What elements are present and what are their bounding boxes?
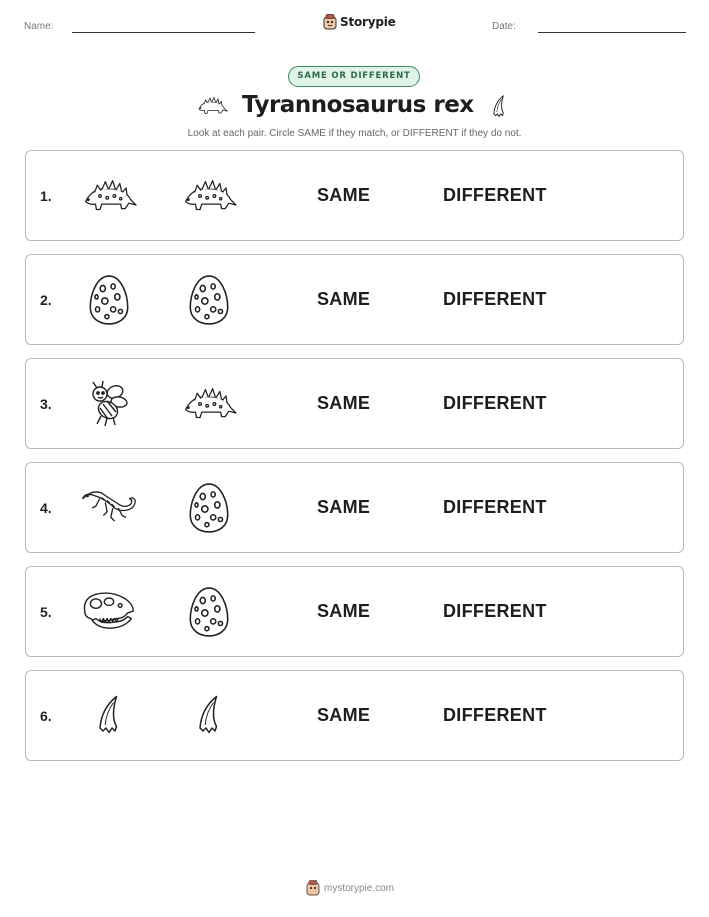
- question-number: 5.: [40, 604, 52, 620]
- question-number: 4.: [40, 500, 52, 516]
- egg-icon: [79, 275, 139, 325]
- same-option[interactable]: SAME: [317, 601, 371, 621]
- question-row: [25, 462, 684, 553]
- egg-icon: [179, 587, 239, 637]
- claw-icon: [490, 94, 508, 120]
- lizard-icon: [79, 483, 139, 533]
- stegosaurus-icon: [79, 171, 139, 221]
- different-option[interactable]: DIFFERENT: [443, 393, 547, 413]
- egg-icon: [179, 483, 239, 533]
- storypie-mascot-icon: [306, 880, 320, 896]
- name-label: Name:: [24, 21, 54, 32]
- question-row: [25, 150, 684, 241]
- name-line[interactable]: [72, 32, 255, 33]
- date-label: Date:: [492, 21, 516, 32]
- footer-site: mystorypie.com: [324, 882, 395, 894]
- stegosaurus-icon: [179, 171, 239, 221]
- worksheet-header: [0, 0, 709, 50]
- stegosaurus-icon: [196, 96, 228, 116]
- question-number: 3.: [40, 396, 52, 412]
- claw-icon: [79, 691, 139, 741]
- trex-skull-icon: [79, 587, 139, 637]
- date-line[interactable]: [538, 32, 686, 33]
- question-row: [25, 254, 684, 345]
- stegosaurus-icon: [179, 379, 239, 429]
- different-option[interactable]: DIFFERENT: [443, 185, 547, 205]
- question-row: [25, 566, 684, 657]
- same-option[interactable]: SAME: [317, 393, 371, 413]
- different-option[interactable]: DIFFERENT: [443, 601, 547, 621]
- brand-name: Storypie: [340, 15, 396, 29]
- question-row: [25, 358, 684, 449]
- question-row: [25, 670, 684, 761]
- egg-icon: [179, 275, 239, 325]
- same-option[interactable]: SAME: [317, 705, 371, 725]
- question-number: 2.: [40, 292, 52, 308]
- title-row: [0, 90, 709, 124]
- same-option[interactable]: SAME: [317, 497, 371, 517]
- claw-icon: [179, 691, 239, 741]
- same-option[interactable]: SAME: [317, 289, 371, 309]
- storypie-mascot-icon: [323, 14, 337, 30]
- different-option[interactable]: DIFFERENT: [443, 705, 547, 725]
- bee-icon: [79, 379, 139, 429]
- page-title: Tyrannosaurus rex: [242, 92, 474, 118]
- different-option[interactable]: DIFFERENT: [443, 497, 547, 517]
- different-option[interactable]: DIFFERENT: [443, 289, 547, 309]
- same-option[interactable]: SAME: [317, 185, 371, 205]
- question-number: 1.: [40, 188, 52, 204]
- question-number: 6.: [40, 708, 52, 724]
- activity-badge: SAME OR DIFFERENT: [288, 66, 420, 87]
- storypie-logo: [323, 14, 396, 30]
- instructions: Look at each pair. Circle SAME if they match, or DIFFERENT if they do not.: [187, 128, 522, 139]
- footer: [306, 880, 394, 896]
